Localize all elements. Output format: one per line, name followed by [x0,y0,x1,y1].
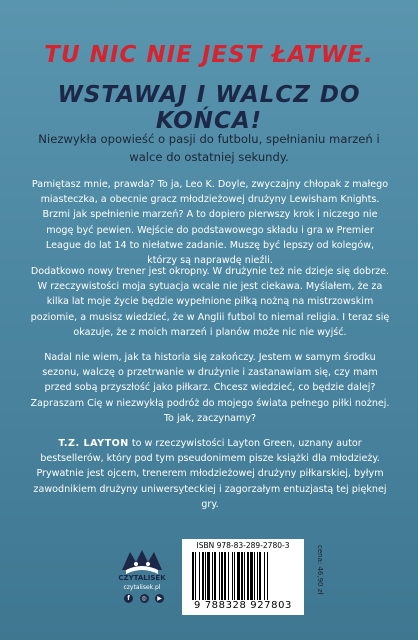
barcode-bar [224,552,226,600]
publisher-site: czytalisek.pl [123,584,161,591]
headline-line-1: TU NIC NIE JEST ŁATWE. [44,42,374,68]
barcode-bar [202,552,204,600]
barcode-bar [247,552,249,600]
barcode-bar [250,552,253,600]
barcode-bar [192,552,194,600]
barcode-bar [232,552,233,600]
blurb-paragraph: Pamiętasz mnie, prawda? To ja, Leo K. Doyle, zwyczajny chłopak z małego miasteczka, a obecnie gracz młodzieżowej drużyny Lewisham Knights. Brzmi jak spełnienie marzeń? A to dopiero pierwszy krok i niczego nie mogę być pewien. Wejście do podstawowego składu i gra w Premier League do lat 14 to niełatwe zadanie. Muszę być lepszy od kolegów, którzy są naprawdę nieźli. [31,179,389,267]
barcode-digits: 9 788328 927803 [193,600,293,611]
publisher-name: CZYTALISEK [118,574,166,582]
barcode-bar [259,552,261,600]
barcode-bars-icon [192,552,296,600]
barcode-bar [228,552,229,600]
barcode [182,539,304,615]
blurb-paragraph: Nadal nie wiem, jak ta historia się zakończy. Jestem w samym środku sezonu, walczę o przetrwanie w drużynie i zastanawiam się, czy mam przed sobą przyszłość jako piłkarz. Chcesz wiedzieć, co będzie dalej? Zapraszam Cię w niezwykłą podróż do mojego świata pełnego piłki nożnej. To jak, zaczynamy? [30,352,390,424]
barcode-bar [241,552,243,600]
barcode-bar [219,552,220,600]
author-bio [30,436,390,512]
barcode-bar [199,552,200,600]
barcode-bar [205,552,206,600]
barcode-bar [264,552,265,600]
barcode-bar [257,552,258,600]
instagram-icon: ◎ [141,595,147,602]
barcode-bar [267,552,268,600]
price-label: cena: 46,90 zł [316,545,324,595]
intro-text: Niezwykła opowieść o pasji do futbolu, spełnianiu marzeń i walce do ostatniej sekundy. [38,132,380,164]
barcode-bar [207,552,210,600]
social-icons [124,594,164,604]
author-bio-text: to w rzeczywistości Layton Green, uznany autor bestsellerów, który pod tym pseudonimem pisze książki dla młodzieży. Prywatnie jest ojcem, trenerem młodzieżowej drużyny piłkarskiej, byłym zawodnikiem drużyny uniwersyteckiej i zagorzałym entuzjastą tej pięknej gry. [33,438,387,510]
barcode-bar [212,552,213,600]
author-name: T.Z. LAYTON [58,438,129,449]
barcode-bar [195,552,196,600]
barcode-bar [254,552,255,600]
blurb-paragraph: Dodatkowo nowy trener jest okropny. W drużynie też nie dzieje się dobrze. W rzeczywistości moja sytuacja wcale nie jest ciekawa. Myślałem, że za kilka lat moje życie będzie wypełnione piłką nożną na mistrzowskim poziomie, a musisz wiedzieć, że w Anglii futbol to niemal religia. I teraz się okazuje, że z moich marzeń i planów może nic nie wyjść. [30,266,390,338]
barcode-bar [244,552,245,600]
barcode-bar [237,552,240,600]
facebook-icon: f [124,594,133,603]
barcode-bar [234,552,235,600]
barcode-bar [214,552,216,600]
isbn-number: ISBN 978-83-289-2780-3 [196,541,290,550]
headline-line-2: WSTAWAJ I WALCZ DO KOŃCA! [57,82,361,134]
youtube-icon: ▶ [155,594,164,603]
publisher-logo-icon [112,540,172,602]
barcode-bar [221,552,223,600]
